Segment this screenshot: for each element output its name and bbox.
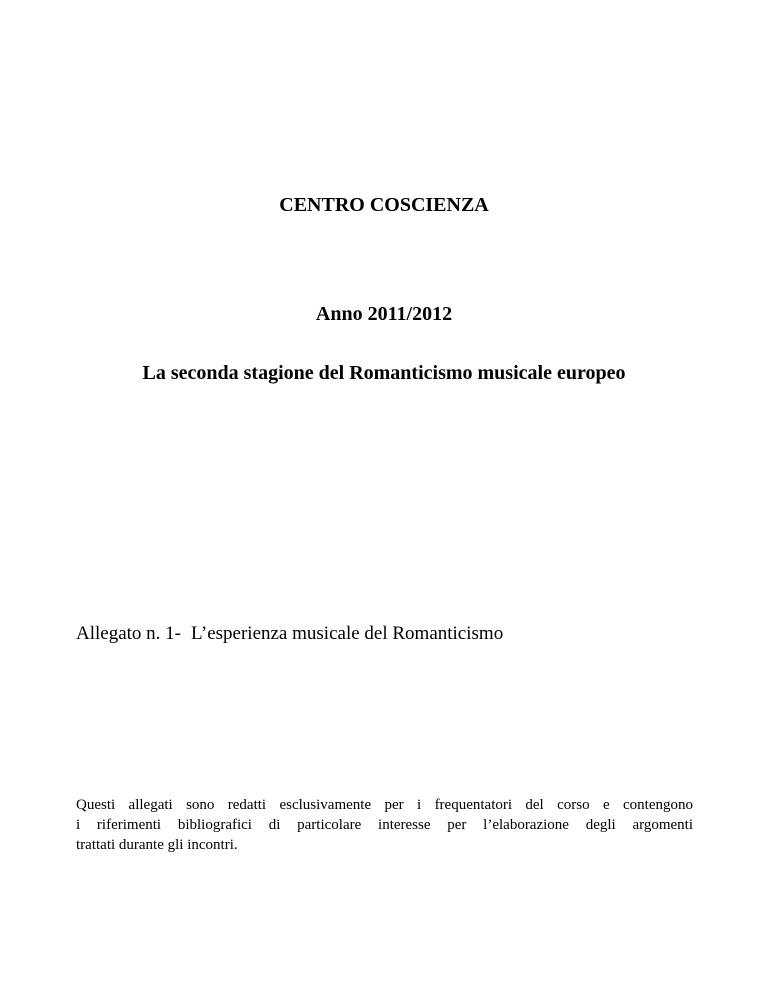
notice-line: Questi allegati sono redatti esclusivamente per i frequentatori del corso e contengono: [76, 797, 693, 813]
course-title: La seconda stagione del Romanticismo musicale europeo: [142, 362, 626, 384]
notice-line: i riferimenti bibliografici di particolare interesse per l’elaborazione degli argomenti: [76, 817, 693, 833]
annex-label: Allegato n. 1-: [76, 623, 182, 644]
notice-paragraph: [76, 795, 693, 855]
annex-heading: [76, 622, 503, 646]
annex-title: L’esperienza musicale del Romanticismo: [191, 623, 504, 644]
year-heading: Anno 2011/2012: [315, 303, 453, 325]
organization-title: CENTRO COSCIENZA: [279, 194, 489, 216]
notice-line: trattati durante gli incontri.: [76, 837, 238, 853]
